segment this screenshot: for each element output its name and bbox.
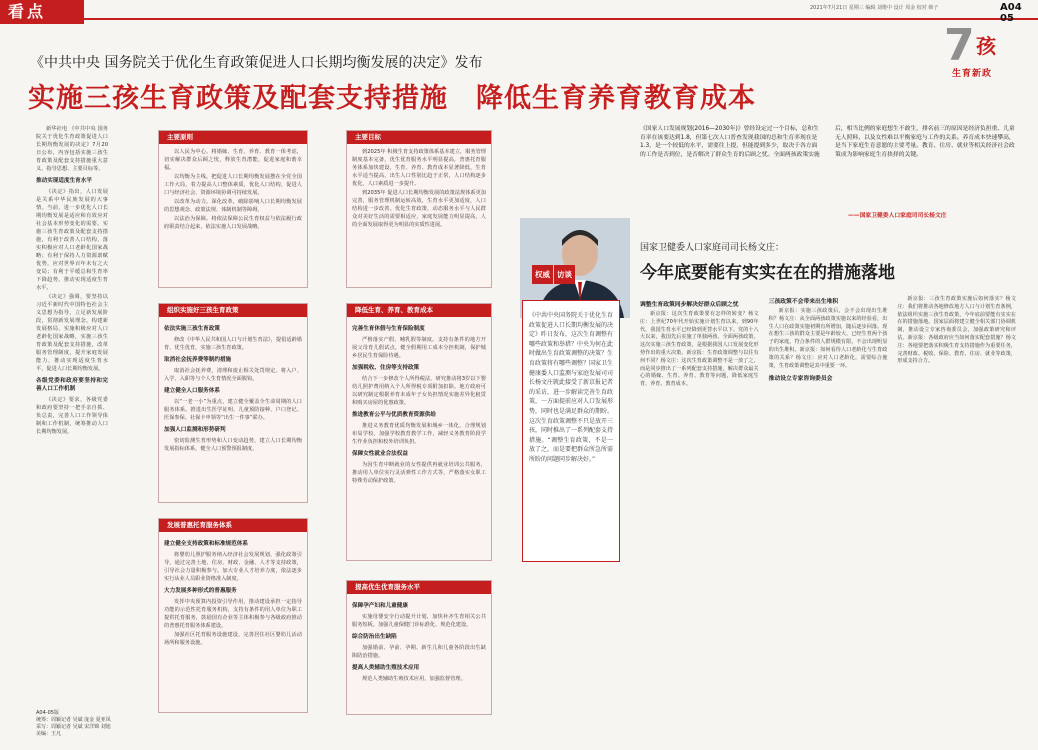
box-item: 到2035年 促进人口长期均衡发展的政策法规体系更加完善，服务管理机制运转高效，生育水平更加适度，人口结构进一步改善。优化生育政策，动态服务水平与人民群众对美好生活的需要相适应，家庭发展能力明显提高，人的全面发展取得更为明显的实质性进展。 <box>352 190 486 228</box>
box-title: 发展普惠托育服务体系 <box>159 519 307 532</box>
logo-number: 7 <box>944 20 975 71</box>
left-heading: 各级党委和政府要坚持和完善人口工作机制 <box>36 378 108 392</box>
box-healthcare <box>346 580 492 715</box>
interview-heading: 调整生育政策同步解决好群众后顾之忧 <box>640 302 739 308</box>
box-title: 降低生育、养育、教育成本 <box>347 304 491 317</box>
box-subheading: 综合防治出生缺陷 <box>352 634 397 640</box>
interview-paragraph: 新京报：三孩生育政策实施后如何落实？杨文庄：我们将推动各地修改地方人口与计划生育条例，依法组织实施三孩生育政策，今年底前要能有实实在在的措施落地。国家层面将建立健全相关部门协调机制，推动设立专家咨询委员会，加强政策研究和评估。新京报：各级政府应当如何落实配套措施？杨文庄：各地要把落实积极生育支持措施作为重要任务，完善财政、税收、保险、教育、住房、就业等政策，形成支持合力。 <box>897 296 1016 365</box>
box-paragraph: 加强社区托育服务设施建设，完善居住社区婴幼儿活动场所和服务设施。 <box>164 632 302 646</box>
box-item: 以均衡为主线。把促进人口长期均衡发展摆在全党全国工作大局，着力提高人口整体素质，优化人口结构，促进人口与经济社会、资源环境协调可持续发展。 <box>164 174 302 196</box>
box-item: 以人民为中心。将婚嫁、生育、养育、教育一体考虑，切实解决群众后顾之忧，释放生育潜能，促进家庭和谐幸福。 <box>164 149 302 171</box>
box-paragraph: 实施母婴安全行动提升计划，加快补齐生育相关公共服务短板。加强儿童保健门诊标准化、规范化建设。 <box>352 614 486 628</box>
left-heading: 推动实现适度生育水平 <box>36 178 92 184</box>
credit-line: 采写：周颖记者 吴斌 宋洋锦 刘旭 <box>36 724 111 730</box>
header-info: 2021年7月21日 星期三 编辑 刘维中 设计 周金 校对 韩子 <box>810 5 939 11</box>
interview-heading: 三孩政策不会带来出生堆积 <box>768 299 839 305</box>
box-childcare <box>158 518 308 713</box>
interview-body <box>640 296 1016 716</box>
box-subheading: 取消社会抚养费等制约措施 <box>164 357 232 363</box>
main-title: 实施三孩生育政策及配套支持措施 降低生育养育教育成本 <box>28 83 756 114</box>
interview-kicker: 国家卫健委人口家庭司司长杨文庄： <box>640 243 785 253</box>
box-subheading: 提高人类辅助生殖技术应用 <box>352 665 420 671</box>
box-implementation <box>158 303 308 503</box>
subtitle: 《中共中央 国务院关于优化生育政策促进人口长期均衡发展的决定》发布 <box>30 55 483 71</box>
section-tag: 看点 <box>0 0 84 24</box>
box-subheading: 加强人口监测和形势研判 <box>164 427 226 433</box>
box-costs <box>346 303 492 561</box>
box-targets <box>346 130 492 288</box>
lead-quote: 《中共中央国务院关于优化生育政策促进人口长期均衡发展的决定》昨日发布，这次生育调整有哪些政策和举措？中央为何在此时做出生育政策调整的决策？生育政策将有哪些调整？国家卫生健康委人口监测与家庭发展司司长杨文庄就此接受了新京报记者的采访，进一步解读完善生育政策，一方面提前应对人口发展形势，同时也是满足群众的期盼。这次生育政策调整不只是放开三孩，同时推出了一系列配套支持措施。“调整生育政策，不是一放了之，而是要把群众所急所需所盼的问题同步解决好。” <box>529 312 614 463</box>
box-title: 提高优生优育服务水平 <box>347 581 491 594</box>
credits <box>36 710 146 738</box>
interview-paragraph: 新京报：这次生育政策要有怎样的转变？杨文庄：上世纪70年代开始实施计划生育以来，到90年代，我国生育水平已经降到更替水平以下。党的十八大以来，我国先后实施了单独两孩、全面两孩政策，这次实施三孩生育政策，是根据我国人口发展变化形势作出的重大决策。新京报：生育政策调整与以往有何不同？杨文庄：这次生育政策调整不是一放了之，而是同步推出了一系列配套支持措施，解决群众最关心的婚嫁、生育、养育、教育等问题，降低家庭生育、养育、教育成本。 <box>640 311 759 388</box>
logo-caption: 生育新政 <box>952 69 993 79</box>
box-paragraph: 取消社会抚养费，清理和废止相关处罚规定。将入户、入学、入职等与个人生育情况全面脱钩。 <box>164 368 302 382</box>
box-subheading: 依法实施三孩生育政策 <box>164 326 220 332</box>
box-title: 组织实施好三孩生育政策 <box>159 304 307 317</box>
box-paragraph: 密切监测生育形势和人口变动趋势，建立人口长期均衡发展指标体系，健全人口预警预报制度。 <box>164 438 302 452</box>
lead-paragraph: 新华社电 《中共中央 国务院关于优化生育政策促进人口长期均衡发展的决定》7月20日公布，内容包括实施三孩生育政策及配套支持措施重大意义、指导思想、主要目标等。 <box>36 126 108 172</box>
lead-quote-box <box>522 300 620 562</box>
box-title: 主要目标 <box>347 131 491 144</box>
badge-cell: 访谈 <box>554 265 575 284</box>
credit-line: 美编：王凡 <box>36 731 62 737</box>
intro-credit: ——国家卫健委人口家庭司司长杨文庄 <box>848 213 947 219</box>
interview-heading: 推动设立专家咨询委员会 <box>768 376 833 383</box>
box-paragraph: 以“一老一小”为重点，建立健全覆盖全生命周期的人口服务体系。推进出生医学证明、儿童预防接种、户口登记、医保参保、社保卡申领等“出生一件事”联办。 <box>164 399 302 421</box>
box-paragraph: 发挥中央预算内投资引导作用，推动建设承担一定指导功能的示范性托育服务机构，支持有条件的用人单位为职工提供托育服务，鼓励国有企业等主体积极参与各级政府推动的普惠托育服务体系建设。 <box>164 599 302 629</box>
box-paragraph: 严格落实产假、哺乳假等制度。支持有条件的地方开展父母育儿假试点。健全假期用工成本分担机制，保护城乡居民生育保险待遇。 <box>352 337 486 359</box>
intro-text: 《国家人口发展规划(2016—2030年)》曾经设定过一个目标，总和生育率在该要达到1.8，但第七次人口普查发现我国的总和生育率现在是1.3，是一个较低的水平，需要往上提，但能提到多少，取决于各方面的工作是否到位，是否解决了群众生育的后顾之忧。全面两孩政策实施后，相当比例的家庭想生不敢生，排名前三的原因是经济负担重、儿童无人照料、以及女性难以平衡家庭与工作的关系。养育成本快速攀高，是当下家庭生育意愿的主要考量。教育、住房、就业等相关经济社会政策成为影响家庭生育抉择的关键。 <box>640 126 1015 158</box>
credit-line: A04-05版 <box>36 710 59 716</box>
box-subheading: 推进教育公平与优质教育资源供给 <box>352 412 436 418</box>
logo-character: 孩 <box>976 34 996 58</box>
interview-intro <box>640 125 1016 205</box>
box-paragraph: 结合下一步修改个人所得税法，研究推动将3岁以下婴幼儿照护费用纳入个人所得税专项附加扣除。地方政府可以研究制定根据养育未成年子女负担情况实施差异化租赁和购买房屋的优惠政策。 <box>352 376 486 406</box>
credit-line: 统筹：周颖记者 吴斌 庞金 夏亚凤 <box>36 717 111 723</box>
box-item: 以法治为保障。将依法保障公民生育权益与依法履行政府职责结合起来，依法实施人口发展战略。 <box>164 216 302 230</box>
left-paragraph: 《决定》强调，要坚持以习近平新时代中国特色社会主义思想为指导，立足新发展阶段，贯彻新发展理念，构建新发展格局，实施积极应对人口老龄化国家战略，实施三孩生育政策及配套支持措施，改革服务管理制度，提升家庭发展能力，推动实现适度生育水平，促进人口长期均衡发展。 <box>36 294 108 372</box>
badge-cell: 权威 <box>532 265 553 284</box>
interview-paragraph: 新京报：实施三孩政策后，会不会出现出生堆积？杨文庄：从全面两孩政策实施以来的经验看，出生人口在政策实施初期有所增加，随后逐步回落。现在想生三孩的群众主要是年龄较大、已经生育两个孩子的家庭，符合条件的人群规模有限，不会出现明显的出生堆积。新京报：如何看待人口老龄化与生育政策的关系？杨文庄：应对人口老龄化，需要综合施策，生育政策调整是其中重要一环。 <box>768 308 888 369</box>
box-subheading: 大力发展多种形式的普惠服务 <box>164 588 237 594</box>
page-code: A04 05 <box>1000 2 1022 24</box>
left-column <box>36 125 108 715</box>
box-subheading: 保障孕产妇和儿童健康 <box>352 603 408 609</box>
left-paragraph: 《决定》要求，各级党委和政府要坚持一把手亲自抓、负总责，完善人口工作领导体制和工作机制，统筹推动人口长期均衡发展。 <box>36 397 108 435</box>
box-subheading: 建立健全支持政策和标准规范体系 <box>164 541 248 547</box>
interview-title: 今年底要能有实实在在的措施落地 <box>640 263 895 283</box>
box-subheading: 建立健全人口服务体系 <box>164 388 220 394</box>
box-paragraph: 将婴幼儿照护服务纳入经济社会发展规划，强化政策引导，通过完善土地、住房、财政、金融、人才等支持政策，引导社会力量积极参与。加大专业人才培养力度，依法逐步实行从业人员职业资格准入制度。 <box>164 552 302 582</box>
logo <box>942 20 1022 88</box>
box-paragraph: 为因生育中断就业的女性提供再就业培训公共服务，推动用人单位实行灵活弹性工作方式等，严格落实女职工特殊劳动保护政策。 <box>352 462 486 484</box>
box-principles <box>158 130 308 288</box>
box-item: 以改革为动力。深化改革，破除影响人口长期均衡发展的思想观念、政策法规、体制机制等障碍。 <box>164 199 302 213</box>
box-subheading: 保障女性就业合法权益 <box>352 451 408 457</box>
box-title: 主要原则 <box>159 131 307 144</box>
box-paragraph: 加强婚前、孕前、孕期、新生儿和儿童各阶段出生缺陷防治措施。 <box>352 645 486 659</box>
left-paragraph: 《决定》指出，人口发展是关系中华民族发展的大事情。当前，进一步优化人口长期均衡发展是适应和有效应对社会基本形势变化的需要。实施三孩生育政策及配套支持措施，有利于改善人口结构、落实积极应对人口老龄化国家战略；有利于保持人力资源禀赋优势，应对世界百年未有之大变局；有利于平缓总和生育率下降趋势，推动实现适度生育水平。 <box>36 189 108 291</box>
box-subheading: 加强税收、住房等支持政策 <box>352 365 420 371</box>
box-item: 到2025年 积极生育支持政策体系基本建立，服务管理制度基本完备，优生优育服务水平明显提高，普惠托育服务体系加快建设，生育、养育、教育成本显著降低，生育水平适当提高，出生人口性别比趋于正常，人口结构逐步优化，人口素质进一步提升。 <box>352 149 486 187</box>
box-paragraph: 修改《中华人民共和国人口与计划生育法》，提倡适龄婚育、优生优育，实施三孩生育政策。 <box>164 337 302 351</box>
box-paragraph: 推进义务教育优质均衡发展和城乡一体化，合理规划布局学校，加强学校教育教学工作，减轻义务教育阶段学生作业负担和校外培训负担。 <box>352 423 486 445</box>
header-rule <box>84 18 1038 20</box>
interview-badge <box>532 262 576 282</box>
box-paragraph: 规范人类辅助生殖技术应用，加强监督管理。 <box>362 676 466 682</box>
box-subheading: 完善生育休假与生育保险制度 <box>352 326 425 332</box>
